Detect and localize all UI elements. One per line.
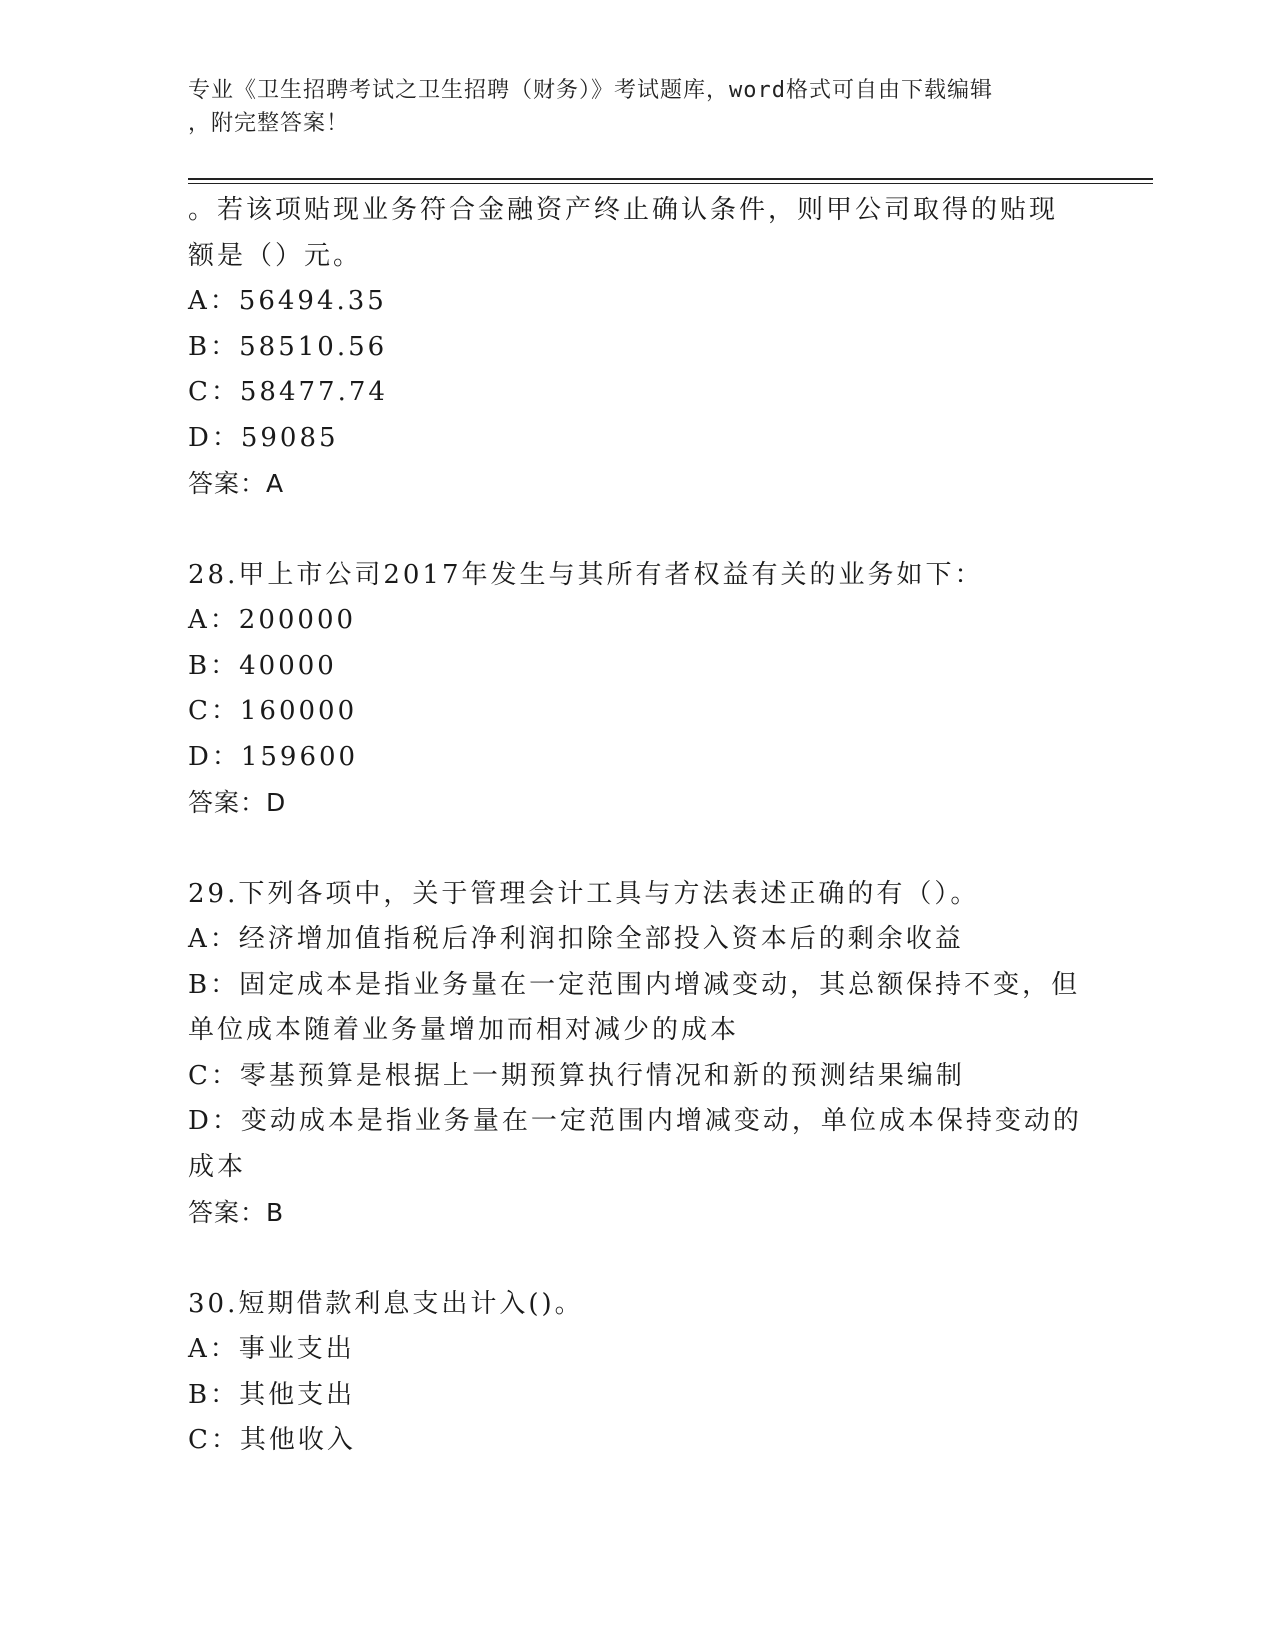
question-28: [188, 553, 1068, 826]
option-c: C：160000: [188, 696, 358, 726]
question-29: [188, 872, 1082, 1236]
option-d: D：59085: [188, 422, 339, 453]
question-spacer: [188, 1236, 1068, 1282]
answer-label: 答案：A: [188, 469, 285, 498]
option-b-continued: 单位成本随着业务量增加而相对减少的成本: [188, 1015, 740, 1045]
question-stem: 30.短期借款利息支出计入()。: [188, 1288, 584, 1319]
option-b: B：40000: [188, 650, 337, 681]
question-27: [188, 188, 1068, 507]
option-a: A：事业支出: [188, 1334, 355, 1364]
question-30: [188, 1282, 1068, 1464]
option-b: B：其他支出: [188, 1379, 356, 1410]
question-stem: 。若该项贴现业务符合金融资产终止确认条件，则甲公司取得的贴现: [188, 195, 1059, 225]
header-line-1: 专业《卫生招聘考试之卫生招聘（财务）》考试题库，word格式可自由下载编辑: [188, 78, 993, 103]
answer-label: 答案：D: [188, 788, 287, 817]
question-stem: 额是（）元。: [188, 240, 363, 271]
option-a: A：200000: [188, 605, 357, 635]
option-c: C：其他收入: [188, 1425, 356, 1455]
option-d: D：159600: [188, 741, 359, 772]
option-c: C：零基预算是根据上一期预算执行情况和新的预测结果编制: [188, 1060, 965, 1091]
option-b: B：58510.56: [188, 331, 388, 362]
header-line-2: ，附完整答案！: [188, 111, 350, 136]
option-c: C：58477.74: [188, 377, 388, 407]
option-a: A：经济增加值指税后净利润扣除全部投入资本后的剩余收益: [188, 924, 964, 954]
question-stem: 29.下列各项中，关于管理会计工具与方法表述正确的有（）。: [188, 878, 980, 909]
option-a: A：56494.35: [188, 286, 387, 316]
option-d-continued: 成本: [188, 1151, 247, 1182]
option-b: B：固定成本是指业务量在一定范围内增减变动，其总额保持不变，但: [188, 969, 1081, 1000]
question-spacer: [188, 826, 1068, 872]
question-spacer: [188, 507, 1068, 553]
header-divider-thick: [188, 178, 1153, 180]
question-list: [188, 188, 1082, 1464]
question-stem: 28.甲上市公司2017年发生与其所有者权益有关的业务如下：: [188, 559, 984, 590]
option-d: D：变动成本是指业务量在一定范围内增减变动，单位成本保持变动的: [188, 1106, 1082, 1136]
answer-label: 答案：B: [188, 1198, 285, 1227]
header-divider-thin: [188, 183, 1153, 184]
document-header: [188, 74, 1068, 140]
